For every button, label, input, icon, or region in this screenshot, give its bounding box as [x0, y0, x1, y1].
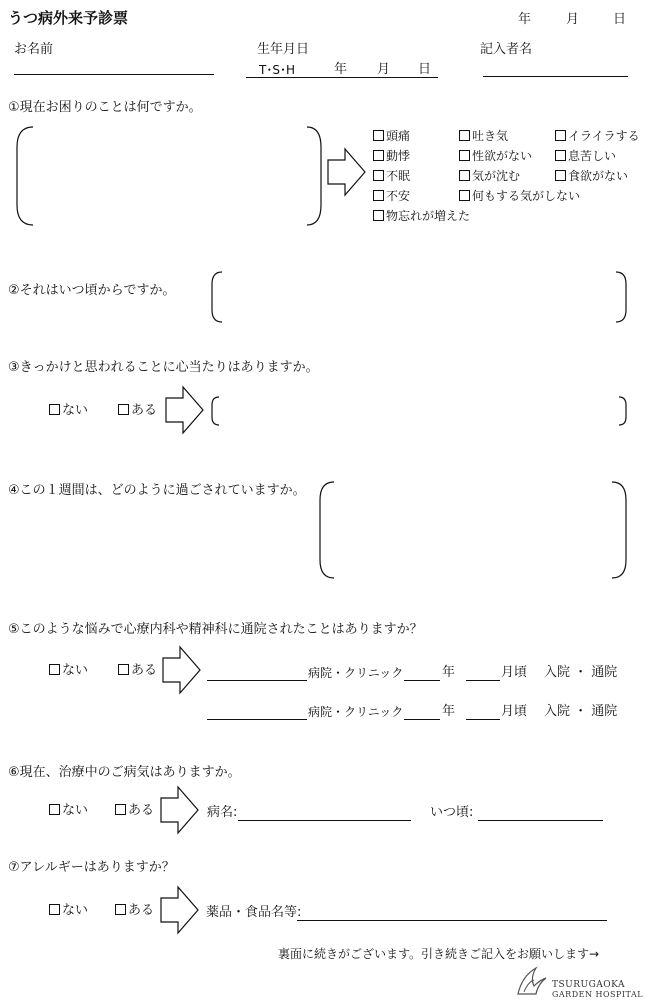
hospital-logo-subname: GARDEN HOSPITAL — [552, 990, 644, 999]
q1-option-anxiety[interactable]: 不安 — [373, 189, 410, 204]
year-label-1: 年 — [442, 665, 456, 680]
form-title: うつ病外来予診票 — [8, 9, 129, 27]
date-day-label: 日 — [613, 12, 627, 27]
onset-label: いつ頃: — [430, 805, 474, 820]
birth-year-label: 年 — [334, 62, 348, 77]
month-label-1: 月頃 — [501, 665, 528, 680]
q7-option-yes[interactable]: ある — [115, 903, 154, 918]
answer-box-q3[interactable] — [210, 395, 630, 429]
hospital-logo-name: TSURUGAOKA — [552, 980, 626, 990]
arrow-icon — [160, 786, 200, 834]
q1-option-no-libido[interactable]: 性欲がない — [459, 149, 532, 164]
birth-day-label: 日 — [418, 62, 432, 77]
name-label: お名前 — [14, 42, 54, 57]
arrow-icon — [160, 886, 200, 934]
q7-option-no[interactable]: ない — [49, 903, 88, 918]
q5-option-no[interactable]: ない — [49, 663, 88, 678]
q1-option-no-motivation[interactable]: 何もする気がしない — [459, 189, 580, 204]
q5-option-yes[interactable]: ある — [118, 663, 157, 678]
hospital-logo-icon — [512, 962, 552, 998]
q1-option-nausea[interactable]: 吐き気 — [459, 129, 508, 144]
q1-option-headache[interactable]: 頭痛 — [373, 129, 410, 144]
month-field-1[interactable] — [466, 680, 500, 681]
month-field-2[interactable] — [466, 719, 500, 720]
q1-option-irritable[interactable]: イライラする — [555, 129, 640, 144]
q1-option-no-appetite[interactable]: 食欲がない — [555, 169, 628, 184]
allergen-field[interactable] — [297, 920, 607, 921]
q6-option-no[interactable]: ない — [49, 803, 88, 818]
continue-note: 裏面に続きがございます。引き続きご記入をお願いします→ — [278, 947, 600, 961]
clinic-label-2: 病院・クリニック — [308, 705, 404, 719]
q1-option-depressed[interactable]: 気が沈む — [459, 169, 520, 184]
birthdate-label: 生年月日 — [257, 42, 310, 57]
q1-option-forgetful[interactable]: 物忘れが増えた — [373, 209, 470, 224]
arrow-icon — [327, 148, 367, 196]
onset-field[interactable] — [478, 820, 603, 821]
answer-box-q2[interactable] — [210, 270, 630, 326]
year-field-1[interactable] — [404, 680, 440, 681]
date-year-label: 年 — [518, 12, 532, 27]
answer-box-q4[interactable] — [318, 480, 630, 584]
q1-option-insomnia[interactable]: 不眠 — [373, 169, 410, 184]
q3-option-yes[interactable]: ある — [118, 403, 157, 418]
clinic-label-1: 病院・クリニック — [308, 666, 404, 680]
question-4: ④この１週間は、どのように過ごされていますか。 — [8, 483, 306, 498]
q1-option-palpitation[interactable]: 動悸 — [373, 149, 410, 164]
arrow-icon — [165, 386, 205, 434]
year-field-2[interactable] — [404, 719, 440, 720]
admission-status-2[interactable]: 入院 ・ 通院 — [544, 704, 618, 719]
question-7: ⑦アレルギーはありますか？ — [8, 860, 175, 875]
admission-status-1[interactable]: 入院 ・ 通院 — [544, 665, 618, 680]
question-3: ③きっかけと思われることに心当たりはありますか。 — [8, 360, 319, 375]
recorder-label: 記入者名 — [480, 42, 533, 57]
disease-name-label: 病名: — [207, 805, 238, 820]
question-5: ⑤このような悩みで心療内科や精神科に通院されたことはありますか？ — [8, 622, 423, 637]
clinic-name-field-2[interactable] — [207, 719, 307, 720]
birth-month-label: 月 — [377, 62, 391, 77]
recorder-field[interactable] — [483, 76, 628, 77]
birthdate-field[interactable] — [246, 77, 438, 78]
question-1: ①現在お困りのことは何ですか。 — [8, 100, 202, 115]
allergen-label: 薬品・食品名等: — [206, 905, 302, 920]
q1-option-short-breath[interactable]: 息苦しい — [555, 149, 616, 164]
q3-option-no[interactable]: ない — [49, 403, 88, 418]
clinic-name-field-1[interactable] — [207, 680, 307, 681]
disease-name-field[interactable] — [238, 820, 411, 821]
birth-era: T･S･H — [259, 63, 295, 77]
answer-box-q1[interactable] — [15, 125, 335, 230]
q6-option-yes[interactable]: ある — [115, 803, 154, 818]
month-label-2: 月頃 — [501, 704, 528, 719]
name-field[interactable] — [14, 74, 214, 75]
arrow-icon — [162, 646, 202, 694]
date-month-label: 月 — [566, 12, 580, 27]
year-label-2: 年 — [442, 704, 456, 719]
question-2: ②それはいつ頃からですか。 — [8, 283, 176, 298]
question-6: ⑥現在、治療中のご病気はありますか。 — [8, 765, 241, 780]
